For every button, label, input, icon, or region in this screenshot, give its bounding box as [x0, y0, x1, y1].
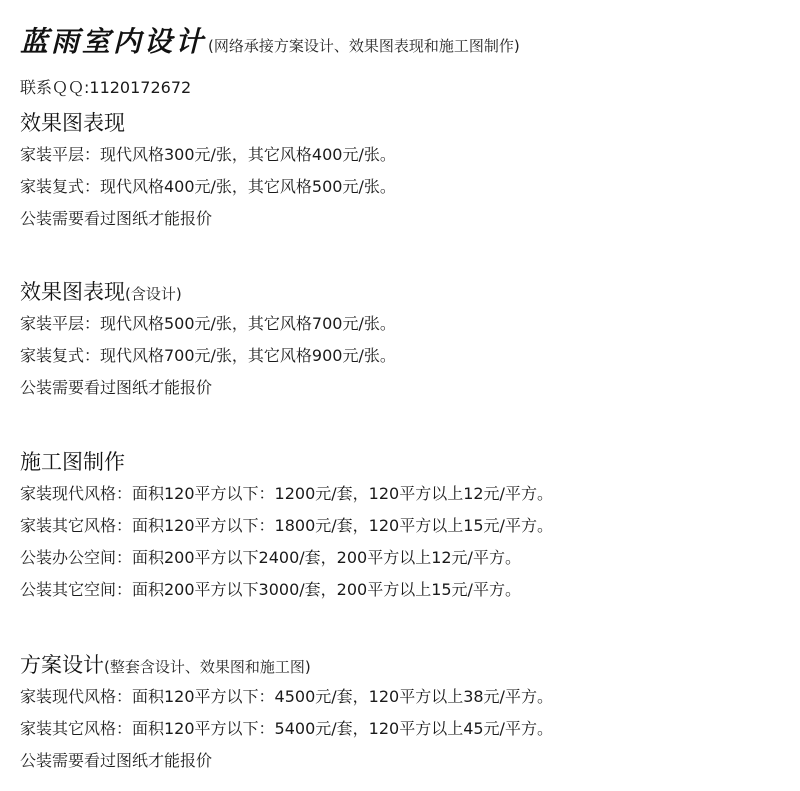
section-rendering-with-design	[20, 276, 396, 404]
price-line: 家装现代风格：面积120平方以下：1200元/套，120平方以上12元/平方。	[20, 484, 553, 503]
price-line: 公装办公空间：面积200平方以下2400/套，200平方以上12元/平方。	[20, 548, 521, 567]
price-line: 家装复式：现代风格400元/张，其它风格500元/张。	[20, 177, 396, 196]
brand-title: 蓝雨室内设计	[20, 25, 207, 58]
section-rendering	[20, 107, 396, 235]
section-title: 施工图制作	[20, 450, 125, 474]
section-construction-drawings	[20, 446, 553, 606]
title-row	[20, 20, 520, 60]
price-line: 家装其它风格：面积120平方以下：5400元/套，120平方以上45元/平方。	[20, 719, 553, 738]
price-line: 公装需要看过图纸才能报价	[20, 378, 213, 397]
section-note: (整套含设计、效果图和施工图)	[104, 658, 311, 676]
price-line: 家装平层：现代风格500元/张，其它风格700元/张。	[20, 314, 396, 333]
section-title: 效果图表现	[20, 111, 125, 135]
price-line: 家装平层：现代风格300元/张，其它风格400元/张。	[20, 145, 396, 164]
price-line: 家装其它风格：面积120平方以下：1800元/套，120平方以上15元/平方。	[20, 516, 553, 535]
section-note: (含设计)	[125, 285, 182, 303]
section-title: 效果图表现	[20, 280, 125, 304]
contact-qq: 联系ＱＱ:1120172672	[20, 78, 192, 97]
section-heading	[20, 276, 396, 308]
section-title: 方案设计	[20, 653, 104, 677]
section-heading	[20, 107, 396, 139]
price-line: 公装需要看过图纸才能报价	[20, 209, 213, 228]
price-line: 家装现代风格：面积120平方以下：4500元/套，120平方以上38元/平方。	[20, 687, 553, 706]
price-line: 公装需要看过图纸才能报价	[20, 751, 213, 770]
price-line: 公装其它空间：面积200平方以下3000/套，200平方以上15元/平方。	[20, 580, 521, 599]
brand-subtitle: (网络承接方案设计、效果图表现和施工图制作)	[208, 37, 520, 55]
section-design-scheme	[20, 649, 553, 777]
section-heading	[20, 446, 553, 478]
section-heading	[20, 649, 553, 681]
price-line: 家装复式：现代风格700元/张，其它风格900元/张。	[20, 346, 396, 365]
